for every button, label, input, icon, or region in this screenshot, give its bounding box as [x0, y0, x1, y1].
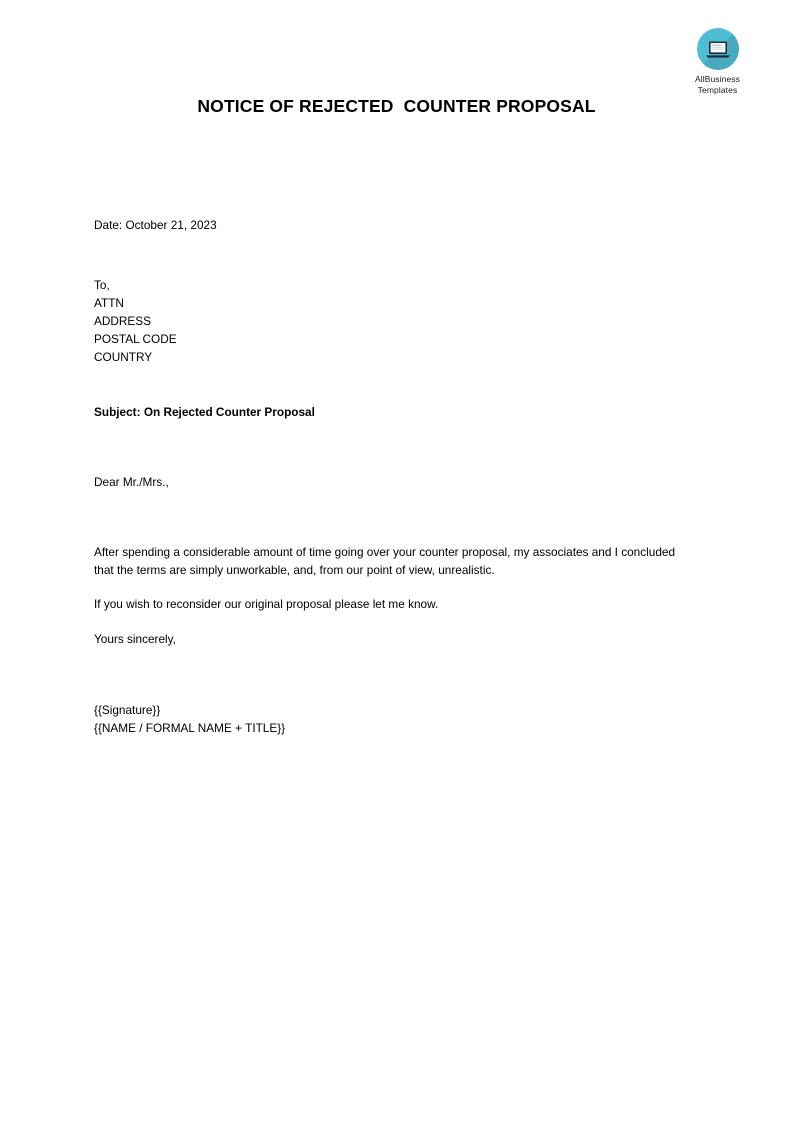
- name-title-placeholder: {{NAME / FORMAL NAME + TITLE}}: [94, 721, 286, 735]
- spacer: [94, 648, 694, 701]
- signature-block: [94, 701, 694, 737]
- page-title: NOTICE OF REJECTED COUNTER PROPOSAL: [197, 96, 596, 116]
- address-line: ATTN: [94, 296, 124, 310]
- recipient-address-block: [94, 276, 694, 366]
- subject-line: Subject: On Rejected Counter Proposal: [94, 405, 315, 419]
- letter-body: [94, 216, 694, 737]
- spacer: [94, 579, 694, 595]
- logo-mark: [697, 28, 739, 70]
- salutation-line: Dear Mr./Mrs.,: [94, 475, 169, 489]
- spacer: [94, 366, 694, 403]
- laptop-icon: [697, 28, 739, 70]
- body-paragraph-2: If you wish to reconsider our original proposal please let me know.: [94, 597, 439, 611]
- logo-text-line2: Templates: [697, 84, 738, 95]
- address-line: POSTAL CODE: [94, 332, 177, 346]
- spacer: [94, 421, 694, 473]
- logo-text-line1: AllBusiness: [694, 74, 741, 84]
- date-line: Date: October 21, 2023: [94, 218, 217, 232]
- brand-logo: [680, 28, 755, 95]
- closing-line: Yours sincerely,: [94, 632, 176, 646]
- address-line: ADDRESS: [94, 314, 152, 328]
- spacer: [94, 491, 694, 543]
- spacer: [94, 234, 694, 276]
- spacer: [94, 613, 694, 630]
- body-paragraph-1: After spending a considerable amount of time going over your counter proposal, my associates and I concluded that the terms are simply unworkable, and, from our point of view, unrealistic.: [94, 545, 679, 577]
- address-line: COUNTRY: [94, 350, 153, 364]
- address-line: To,: [94, 278, 110, 292]
- logo-text: [680, 74, 755, 95]
- signature-placeholder: {{Signature}}: [94, 703, 161, 717]
